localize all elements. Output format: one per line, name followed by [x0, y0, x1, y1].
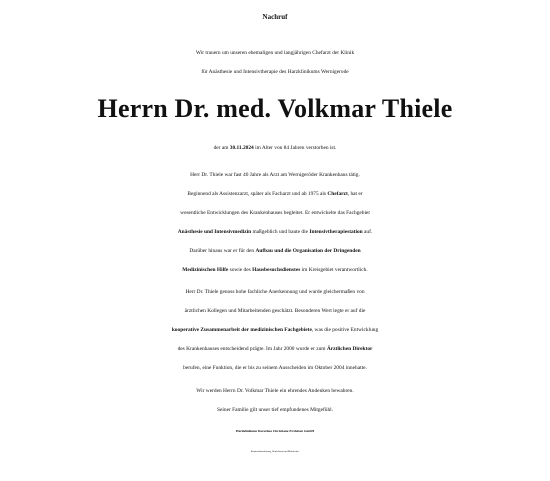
recognition-line-1: Herr Dr. Thiele genoss hohe fachliche Anerkennung und wurde gleichermaßen von: [185, 289, 365, 295]
career-text: Beginnend als Assistenzarzt, später als Facharzt und ab 1975 als: [187, 191, 328, 197]
career-line-3: wesentliche Entwicklungen des Krankenhauses begleitet. Er entwickelte das Fachgebiet: [180, 210, 370, 216]
recognition-text: des Krankenhauses entscheidend prägte. Im Jahr 2000 wurde er zum: [177, 346, 327, 352]
recognition-line-4: [0, 347, 550, 352]
career-highlight: Medizinischen Hilfe: [182, 267, 229, 273]
career-text: sowie des: [228, 267, 253, 273]
career-line-2: [0, 192, 550, 197]
closing-line-2: Seiner Familie gilt unser tief empfundenes Mitgefühl.: [216, 407, 334, 413]
recognition-text: , was die positive Entwicklung: [311, 327, 379, 333]
recognition-highlight: kooperative Zusammenarbeit der medizinischen Fachgebiete: [171, 327, 312, 333]
career-line-4: [0, 230, 550, 235]
death-pre: der am: [213, 145, 230, 151]
signature-subline: Krankenhausleitung, Betriebsrat und Mitarbeiter: [250, 450, 300, 453]
recognition-line-5: berufen, eine Funktion, die er bis zu seinem Ausscheiden im Oktober 2004 innehatte.: [183, 365, 367, 371]
career-text: im Kreisgebiet verantwortlich.: [300, 267, 368, 273]
career-line-6: [0, 268, 550, 273]
closing-line-1: Wir werden Herrn Dr. Volkmar Thiele ein ehrendes Andenken bewahren.: [196, 388, 354, 394]
career-text: auf.: [362, 229, 373, 235]
intro-line-2: für Anästhesie und Intensivtherapie des Harzklinikums Wernigerode: [201, 69, 349, 75]
death-line: [0, 146, 550, 151]
career-highlight: Anästhesie und Intensivmedizin: [177, 229, 252, 235]
career-highlight: Hausbesuchsdienstes: [252, 267, 301, 273]
career-highlight: Aufbau und die Organisation der Dringenden: [255, 248, 361, 254]
intro-line-1: Wir trauern um unseren ehemaligen und langjährigen Chefarzt der Klinik: [195, 50, 355, 56]
signature-organization: Harzklinikum Dorothea Christiane Erxleben GmbH: [235, 429, 315, 433]
recognition-highlight: Ärztlichen Direktor: [326, 346, 373, 352]
recognition-line-2: ärztlichen Kollegen und Mitarbeitenden geschätzt. Besonderen Wert legte er auf die: [184, 308, 366, 314]
recognition-line-3: [0, 328, 550, 333]
death-date: 30.11.2024: [229, 145, 254, 151]
career-text: maßgeblich und baute die: [251, 229, 310, 235]
career-text: Darüber hinaus war er für den: [189, 248, 256, 254]
career-line-1: Herr Dr. Thiele war fast 40 Jahre als Arzt am Wernigeröder Krankenhaus tätig.: [190, 172, 360, 178]
death-post: im Alter von 84 Jahren verstorben ist.: [253, 145, 337, 151]
notice-header: Nachruf: [262, 13, 288, 21]
career-line-5: [0, 249, 550, 254]
deceased-name: Herrn Dr. med. Volkmar Thiele: [97, 94, 453, 123]
career-highlight: Chefarzt: [327, 191, 348, 197]
career-highlight: Intensivtherapiestation: [309, 229, 363, 235]
career-text: , hat er: [347, 191, 363, 197]
